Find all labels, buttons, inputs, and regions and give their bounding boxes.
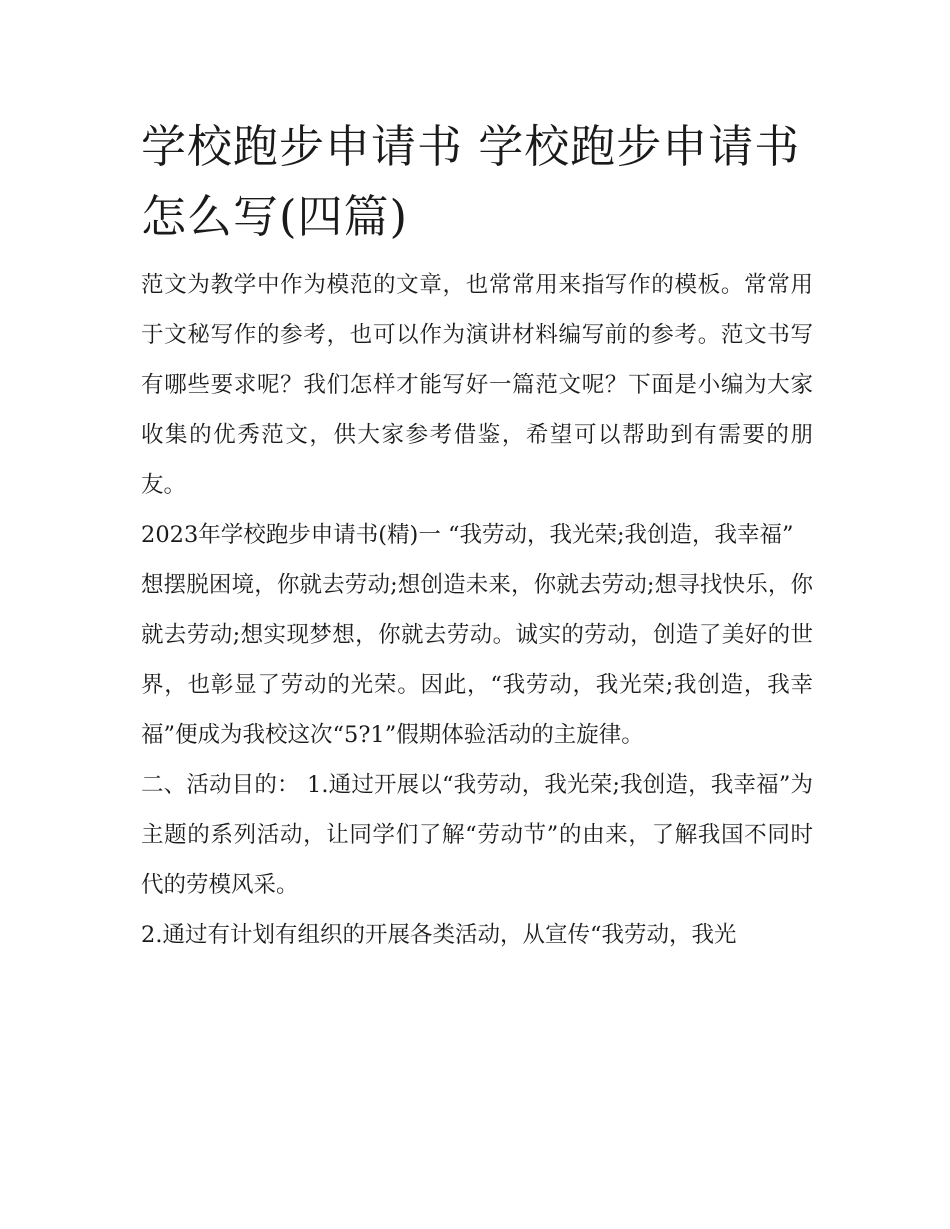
body-paragraph: 想摆脱困境，你就去劳动;想创造未来，你就去劳动;想寻找快乐，你就去劳动;想实现梦想，你就去劳动。诚实的劳动，创造了美好的世界，也彰显了劳动的光荣。因此，“我劳动，我光荣;我创造，我幸福”便成为我校这次“5?1”假期体验活动的主旋律。	[141, 572, 813, 748]
document-body	[141, 112, 813, 960]
intro-paragraph: 范文为教学中作为模范的文章，也常常用来指写作的模板。常常用于文秘写作的参考，也可以作为演讲材料编写前的参考。范文书写有哪些要求呢？我们怎样才能写好一篇范文呢？下面是小编为大家收集的优秀范文，供大家参考借鉴，希望可以帮助到有需要的朋友。	[141, 272, 813, 498]
purpose-paragraph: 二、活动目的： 1.通过开展以“我劳动，我光荣;我创造，我幸福”为主题的系列活动，让同学们了解“劳动节”的由来，了解我国不同时代的劳模风采。	[141, 772, 813, 898]
document-title: 学校跑步申请书 学校跑步申请书怎么写(四篇)	[141, 120, 801, 243]
section-heading: 2023年学校跑步申请书(精)一 “我劳动，我光荣;我创造，我幸福”	[141, 522, 794, 548]
purpose-item-2: 2.通过有计划有组织的开展各类活动，从宣传“我劳动，我光	[141, 922, 737, 948]
